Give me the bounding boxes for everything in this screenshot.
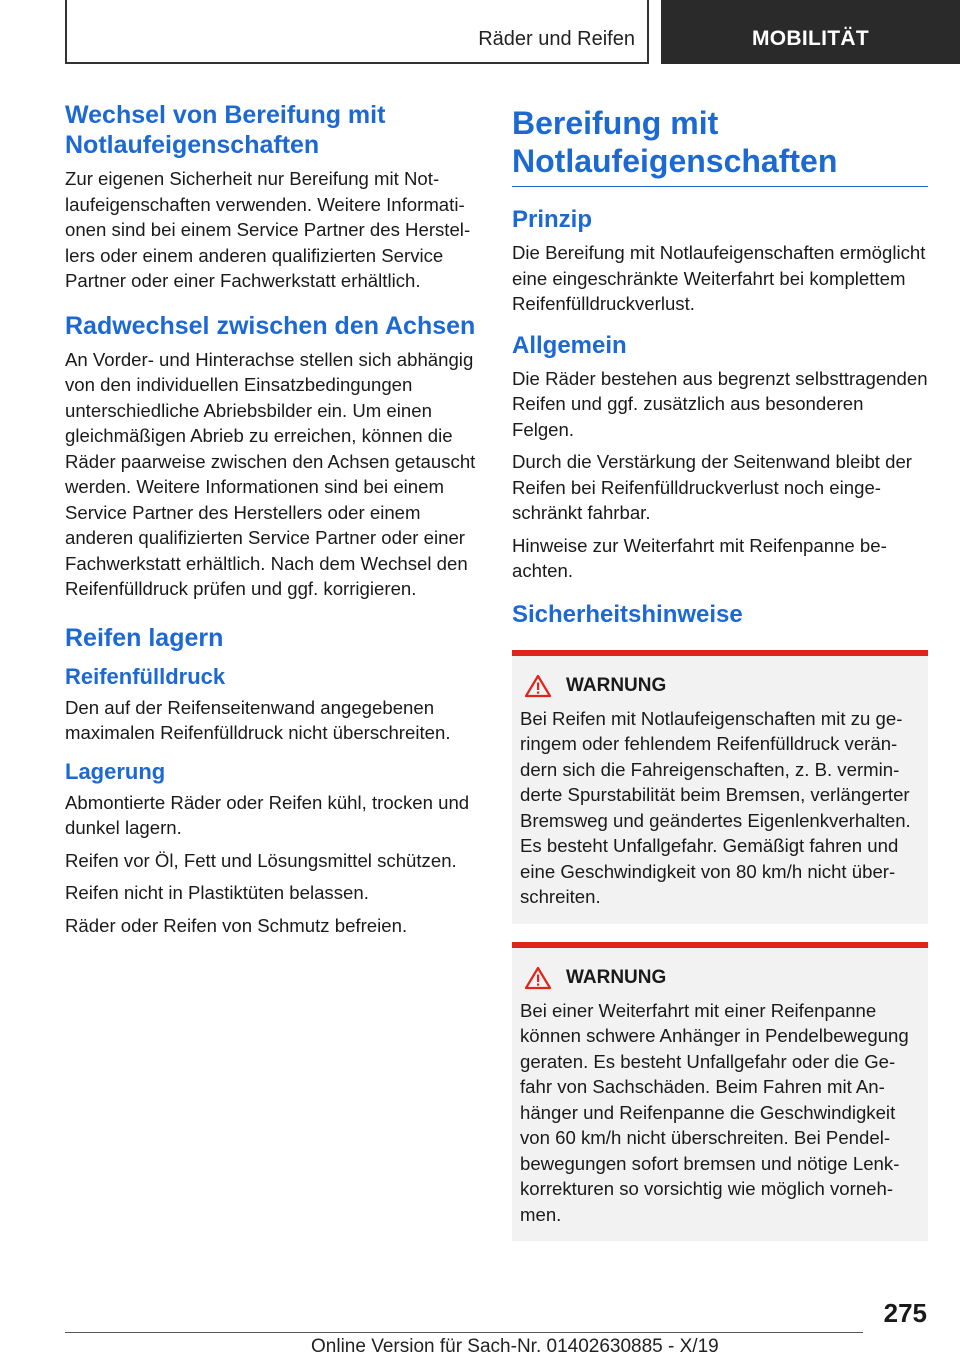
paragraph-reifenfuelldruck: Den auf der Reifenseitenwand angegebenen maximalen Reifenfülldruck nicht überschreiten. bbox=[65, 696, 451, 743]
warning-label: WARNUNG bbox=[566, 674, 667, 696]
paragraph-allgemein-3: Hinweise zur Weiterfahrt mit Reifenpanne beachten. bbox=[512, 534, 887, 581]
heading-allgemein: Allgemein bbox=[512, 331, 627, 359]
warning-text: Bei einer Weiterfahrt mit einer Reifenpanne können schwere Anhänger in Pendelbewegung geraten. Es besteht Unfallgefahr oder die Gefahr von Sachschäden. Beim Fahren mit Anhänger und Reifenpanne die Geschwindigkeit von 60 km/h nicht überschreiten. Bei Pendelbewegungen sofort bremsen und nötige Lenkkorrekturen so vorsichtig wie möglich vornehmen. bbox=[520, 999, 909, 1225]
page-number: 275 bbox=[883, 1298, 927, 1328]
left-column bbox=[65, 100, 480, 945]
paragraph-wechsel-bereifung: Zur eigenen Sicherheit nur Bereifung mit Notlaufeigenschaften verwenden. Weitere Informationen sind bei einem Service Partner des Herstellers oder einem anderen qualifizierten Service Partner oder einer Fachwerkstatt erhältlich. bbox=[65, 168, 471, 291]
heading-reifen-lagern: Reifen lagern bbox=[65, 623, 224, 652]
warning-triangle-icon bbox=[524, 674, 552, 698]
paragraph-lagerung-2: Reifen vor Öl, Fett und Lösungsmittel schützen. bbox=[65, 849, 457, 871]
paragraph-allgemein-1: Die Räder bestehen aus begrenzt selbsttragenden Reifen und ggf. zusätzlich aus besonderen Felgen. bbox=[512, 367, 928, 440]
paragraph-radwechsel: An Vorder- und Hinterachse stellen sich abhängig von den individuellen Einsatzbedingungen unterschiedliche Abriebsbilder ein. Um einen gleichmäßigen Abrieb zu erreichen, können die Räder paarweise zwischen den Achsen getauscht werden. Weitere Informationen sind bei einem Service Partner des Herstellers oder einem anderen qualifizierten Service Partner oder einer Fachwerkstatt erhältlich. Nach dem Wechsel den Reifenfülldruck prüfen und ggf. korrigieren. bbox=[65, 348, 476, 599]
footer-rule bbox=[65, 1332, 863, 1333]
warning-label: WARNUNG bbox=[566, 966, 667, 988]
heading-radwechsel: Radwechsel zwischen den Achsen bbox=[65, 311, 476, 340]
heading-bereifung-notlauf: Bereifung mit Notlaufeigenschaften bbox=[512, 105, 838, 179]
heading-prinzip: Prinzip bbox=[512, 206, 593, 233]
header-section-box bbox=[65, 0, 649, 64]
warning-box-1 bbox=[512, 650, 928, 924]
heading-lagerung: Lagerung bbox=[65, 758, 166, 784]
heading-sicherheitshinweise: Sicherheitshinweise bbox=[512, 600, 743, 628]
warning-text: Bei Reifen mit Notlaufeigenschaften mit zu geringem oder fehlendem Reifenfülldruck verändern sich die Fahreigenschaften, z. B. verminderte Spurstabilität beim Bremsen, verlängerter Bremsweg und geändertes Eigenlenkverhalten. Es besteht Unfallgefahr. Gemäßigt fahren und eine Geschwindigkeit von 80 km/h nicht überschreiten. bbox=[520, 707, 911, 907]
warning-box-2 bbox=[512, 942, 928, 1242]
paragraph-lagerung-1: Abmontierte Räder oder Reifen kühl, trocken und dunkel lagern. bbox=[65, 791, 470, 838]
paragraph-lagerung-4: Räder oder Reifen von Schmutz befreien. bbox=[65, 914, 408, 936]
heading-wechsel-bereifung: Wechsel von Bereifung mit Notlaufeigenschaften bbox=[65, 101, 386, 159]
paragraph-prinzip: Die Bereifung mit Notlaufeigenschaften ermöglicht eine eingeschränkte Weiterfahrt bei komplettem Reifenfülldruckverlust. bbox=[512, 242, 926, 314]
paragraph-lagerung-3: Reifen nicht in Plastiktüten belassen. bbox=[65, 882, 369, 903]
right-column bbox=[512, 100, 928, 1241]
heading-rule bbox=[512, 186, 928, 187]
header-section-title: Räder und Reifen bbox=[478, 28, 635, 50]
warning-triangle-icon bbox=[524, 966, 552, 990]
heading-reifenfuelldruck: Reifenfülldruck bbox=[65, 663, 226, 689]
header-chapter-tab: MOBILITÄT bbox=[661, 0, 960, 64]
footer-online-version: Online Version für Sach-Nr. 01402630885 - X/19 bbox=[311, 1336, 719, 1357]
paragraph-allgemein-2: Durch die Verstärkung der Seitenwand bleibt der Reifen bei Reifenfülldruckverlust noch eingeschränkt fahrbar. bbox=[512, 451, 913, 523]
